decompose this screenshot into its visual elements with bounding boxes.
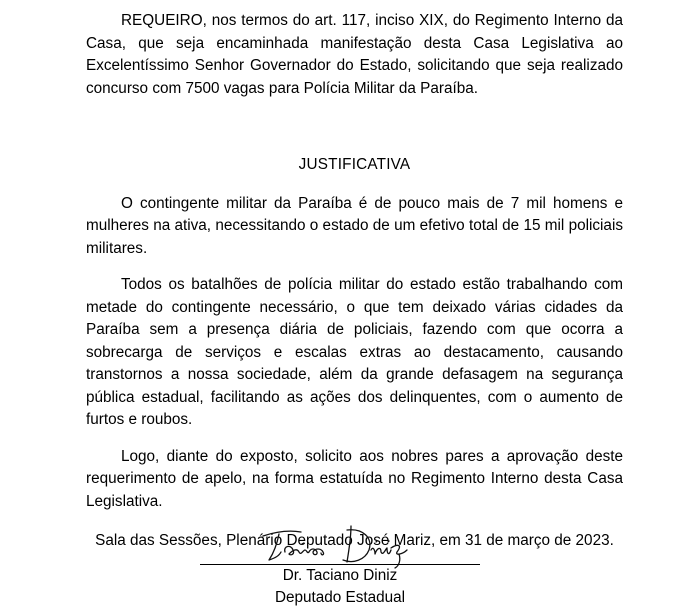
closing-line: Sala das Sessões, Plenário Deputado José Mariz, em 31 de março de 2023.: [95, 532, 614, 549]
justificativa-paragraph-2: Todos os batalhões de polícia militar do estado estão trabalhando com metade do contingente necessário, o que tem deixado várias cidades da Paraíba sem a presença diária de policiais, fazendo com que ocorra a sobrecarga de serviços e escalas extras ao destacamento, causando transtornos a nossa sociedade, além da grande defasagem na segurança pública estadual, facilitando as ações dos delinquentes, com o aumento de furtos e roubos.: [86, 276, 623, 428]
spacer: [86, 260, 623, 274]
spacer: [86, 432, 623, 446]
justificativa-heading: JUSTIFICATIVA: [298, 156, 411, 173]
requerimento-paragraph: REQUEIRO, nos termos do art. 117, inciso XIX, do Regimento Interno da Casa, que seja encaminhada manifestação desta Casa Legislativa ao Excelentíssimo Senhor Governador do Estado, solicitando que seja realizado concurso com 7500 vagas para Polícia Militar da Paraíba.: [86, 12, 623, 97]
signer-role: Deputado Estadual: [274, 589, 406, 606]
justificativa-paragraph-1: O contingente militar da Paraíba é de pouco mais de 7 mil homens e mulheres na ativa, necessitando o estado de um efetivo total de 15 mil policiais militares.: [86, 194, 623, 257]
spacer: [86, 177, 623, 193]
signer-name: Dr. Taciano Diniz: [282, 567, 398, 584]
signature-block: [200, 520, 490, 615]
spacer: [86, 100, 623, 154]
document-body: [86, 10, 623, 553]
handwritten-signature: [255, 520, 425, 570]
justificativa-paragraph-3: Logo, diante do exposto, solicito aos nobres pares a aprovação deste requerimento de apelo, na forma estatuída no Regimento Interno desta Casa Legislativa.: [86, 447, 623, 510]
